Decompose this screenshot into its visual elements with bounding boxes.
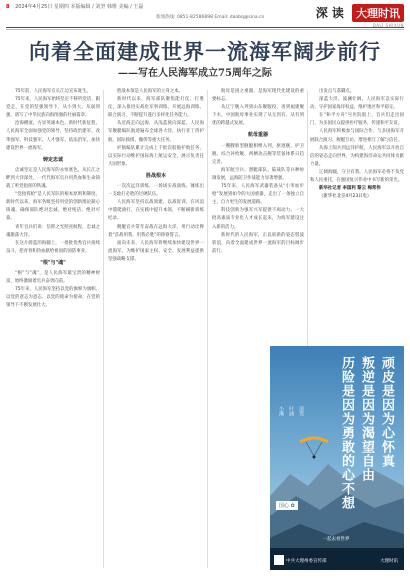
page-info: [6, 3, 143, 10]
paragraph: “根”与“魂”，是人民海军最宝贵的精神财富，始终激励着官兵奋勇向前。: [6, 270, 100, 285]
poster-tag: 国心 ✿: [276, 501, 298, 510]
paragraph: 人民海军坚持以战领建、以战促训，在风浪中摸爬滚打，在实践中提升本领，不断刷新训练纪录。: [108, 200, 204, 222]
section-name: 深 读: [315, 6, 344, 20]
paragraph: 在“和平方舟”号医院船上，官兵们走出国门，为多国民众提供医疗服务，传递和平友谊。: [310, 113, 404, 127]
paragraph: 从辽宁舰入列到山东舰服役，再到福建舰下水，中国航母事业实现了从无到有、从有到优的跨越式发展。: [212, 105, 304, 127]
public-service-poster: [270, 346, 404, 570]
paragraph: 新时代以来，海军部队聚焦能打仗、打胜仗，深入推进实战化军事训练，开展远海训练、联合演习，不断提升遂行多样化任务能力。: [108, 97, 204, 119]
column-divider: [207, 90, 208, 568]
page-number: 8: [6, 4, 10, 10]
section-brand: [316, 2, 404, 28]
paragraph: 青年官兵们说：信仰之光照亮航程，忠诚之魂激荡大洋。: [6, 224, 100, 238]
paragraph: 从近海走向远海，从浅蓝驶向深蓝。人民海军舰艇编队航迹遍布全球各大洋，执行亚丁湾护航、国际救援、撤侨等重大任务。: [108, 121, 204, 143]
poster-line-1: 顽皮是因为心怀真: [379, 356, 394, 468]
paragraph: 75年来，人民海军坚持以党的旗帜为旗帜、以党的意志为意志、以党的使命为使命，在党的领导下不断发展壮大。: [6, 287, 100, 309]
paragraph: 75年前，人民海军在长江边宣布诞生。: [15, 89, 91, 94]
paragraph: 人民海军积极参与国际合作，与多国海军开展联合演习、舰艇互访，增进相互了解与信任。: [310, 129, 404, 143]
paragraph: 深蓝大洋，波澜壮阔。人民海军以实际行动，守护国家海洋权益，维护地区和平稳定。: [310, 97, 404, 111]
paragraph: 舰艇官兵常年奋战在远海大洋，用行动诠释着“首战用我、用我必胜”的铮铮誓言。: [108, 224, 204, 238]
poster-line-2: 叛逆是因为渴望自由: [359, 356, 374, 482]
poster-line-3: 历险是因为勇敢的心不想: [339, 356, 354, 510]
paragraph: 航母是国之重器，是海军现代化建设的重要标志。: [212, 89, 304, 103]
paragraph: 新时代的人民海军，正以崭新的姿态劈波斩浪，向着全面建成世界一流海军的目标阔步前行。: [212, 232, 304, 254]
column-1: [6, 88, 100, 568]
header-rule-thin: [6, 29, 404, 30]
paragraph: 胜战本领是人民海军的立身之本。: [117, 89, 183, 94]
paragraph: 忠诚坚定是人民海军的永恒底色。从长江之畔到大洋深处，一代代海军官兵用热血和生命铸就了听党指挥的铁魂。: [6, 167, 100, 190]
paragraph: 75年来，人民海军武器装备从“小米加步枪”发展到如今的大国重器，走出了一条独立自主、自力更生的发展道路。: [212, 184, 304, 206]
paragraph: 科技创新为强军兴军提供不竭动力。一大批高素质专业化人才成长起来，为海军建设注入新的活力。: [212, 208, 304, 230]
date-line: 2024年4月25日 星期四 本版编辑 / 刘坚 韩维 美编 / 王磊: [15, 4, 144, 10]
paragraph: “党指挥枪”是人民军队的根本原则和制度。新时代以来，海军各级坚持用党的创新理论凝心铸魂，确保部队绝对忠诚、绝对纯洁、绝对可靠。: [6, 192, 100, 222]
qr-code-icon: [274, 555, 284, 565]
paragraph: 辽阔海疆，守卫有我。人民海军必将不负党和人民重托，在强国复兴伟业中书写新的荣光。: [310, 169, 404, 184]
poster-footer: [270, 548, 404, 570]
poster-small-3: 凌驾: [298, 406, 304, 416]
poster-sponsor: 中共大理州委宣传部: [286, 559, 327, 564]
poster-small-1: 小溪: [278, 406, 284, 416]
paragraph: 75年来，人民海军始终坚定不移听党话、跟党走，在党的坚强领导下，从小到大、从弱到强，谱写了中华民族向海图强的壮丽篇章。: [6, 97, 100, 119]
header-rule: [6, 27, 404, 28]
paragraph: 一次次远洋训练，一场场实战演练，锤炼出一支敢打必胜的过硬队伍。: [108, 184, 204, 198]
paragraph: 护航编队累计完成上千批次船舶护航任务，以实际行动维护国际海上航运安全，展示负责任大国形象。: [108, 145, 204, 167]
byline: 新华社记者 李国利 黎云 梅常伟: [319, 186, 381, 192]
column-divider: [307, 90, 308, 346]
section-heading: "根"与"魂": [40, 259, 66, 266]
column-divider: [103, 90, 104, 568]
section-heading: 航母重器: [247, 132, 268, 139]
paragraph: 面向未来，人民海军将继续加快建设世界一流海军，为维护国家主权、安全、发展利益提供坚强战略支撑。: [108, 240, 204, 262]
column-4: [310, 88, 404, 346]
poster-slogan: 一起去看世界: [322, 537, 350, 542]
paragraph: 一艘艘新型舰艇相继入列，驱逐舰、护卫舰、综合补给舰、两栖攻击舰等装备体系日趋完善。: [212, 143, 304, 165]
section-heading: 胜战根本: [145, 172, 166, 179]
section-heading: 铸定忠诚: [42, 156, 63, 163]
paragraph: 出发点与落脚点。: [319, 89, 355, 94]
paragraph: 在这片蔚蓝的海疆上，一批批优秀官兵接续奋斗，把青春和热血献给祖国的国防事业。: [6, 240, 100, 254]
brand-logo: 大理时讯: [352, 4, 404, 22]
source-note: （新华社北京4月23日电）: [319, 194, 372, 200]
paragraph: 沧海横流，方显英雄本色。新时代新征程，人民海军全面加强党的领导，坚持政治建军、改革强军、科技强军、人才强军、依法治军，加快建设世界一流海军。: [6, 121, 100, 151]
column-2: [108, 88, 204, 568]
contact-line: 新闻热线: 0851-82586898 Email: daobq@sina.cn: [156, 15, 265, 20]
masthead: [0, 0, 410, 28]
poster-brand: 大理时讯: [380, 559, 398, 564]
paragraph: 海军航空兵、潜艇部队、陆战队等兵种协调发展，远海防卫作战能力显著增强。: [212, 167, 304, 181]
brand-english: DALI SHIXUN: [372, 22, 404, 28]
poster-small-2: 叶涵: [288, 406, 294, 416]
article-title: 向着全面建成世界一流海军阔步前行: [29, 40, 381, 64]
article-subtitle: ——写在人民海军成立75周年之际: [118, 68, 272, 79]
paragraph: 从海上阅兵到远洋护航，人民海军以开放自信的姿态走向世界，为构建海洋命运共同体贡献力量。: [310, 145, 404, 167]
